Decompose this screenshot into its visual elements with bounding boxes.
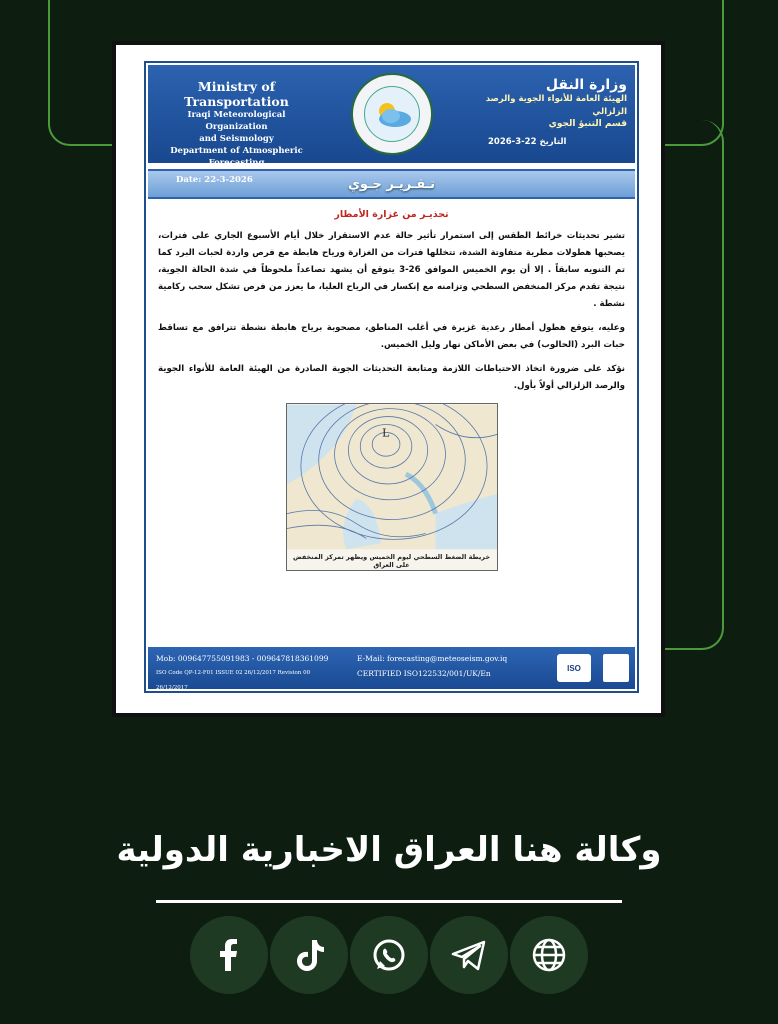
document-footer [148,647,635,689]
tiktok-icon[interactable] [270,916,348,994]
org-en-line1: Iraqi Meteorological Organization [187,110,286,132]
telegram-icon[interactable] [430,916,508,994]
report-body [148,199,635,647]
dept-en: Department of Atmospheric Forecasting [170,146,303,168]
ministry-ar: وزارة النقل [545,77,627,93]
mobile-numbers: Mob: 009647755091983 - 009647818361099 [156,654,329,663]
email-address: E-Mail: forecasting@meteoseism.gov.iq [357,654,508,663]
whatsapp-icon[interactable] [350,916,428,994]
org-ar: الهيئة العامة للأنواء الجوية والرصد الزلزالي [485,94,627,117]
org-en-line2: and Seismology [199,134,274,144]
date-ar: التاريخ 22-3-2026 [488,137,567,147]
ukas-badge-icon [603,654,629,682]
weather-report-document [112,41,665,717]
date-en: Date: 22-3-2026 [176,175,253,185]
ministry-en: Ministry of Transportation [184,79,289,109]
facebook-icon[interactable] [190,916,268,994]
iso-code: ISO Code QP-12-F01 ISSUE 02 26/12/2017 Revision 00 26/12/2017 [156,670,311,691]
paragraph-3: نؤكد على ضرورة اتخاذ الاحتياطات اللازمة ومتابعة التحديثات الجوية الصادرة من الهيئة العامة للأنواء الجوية والرصد الزلزالي أولاً بأول. [158,364,625,391]
paragraph-2: وعليه، يتوقع هطول أمطار رعدية غزيرة في أغلب المناطق، مصحوبة برياح هابطة نشطة تترافق مع تساقط حبات البرد (الحالوب) في بعض الأماكن نهار وليل الخميس. [158,323,625,350]
social-links [190,916,588,994]
report-title: تـقـريـر جـوي [148,169,635,199]
organization-seal-icon [351,73,433,155]
warning-subtitle: تحذيـر من غزارة الأمطار [334,209,449,220]
certification: CERTIFIED ISO122532/001/UK/En [357,669,491,678]
globe-icon[interactable] [510,916,588,994]
pressure-map [286,403,498,571]
divider [156,900,622,903]
iso-badge-icon: ISO [557,654,591,682]
dept-ar: قسم التنبؤ الجوي [548,119,627,129]
surface-pressure-map-image [287,404,497,550]
agency-name: وكالة هنا العراق الاخبارية الدولية [116,830,662,870]
low-pressure-marker: L [381,426,389,440]
paragraph-1: تشير تحديثات خرائط الطقس إلى استمرار تأثير حالة عدم الاستقرار خلال أيام الأسبوع الجاري على فترات، يصحبها هطولات مطرية متفاوتة الشدة، تتخللها فترات من الغزارة ورياح هابطة مع فرص واردة لحبات البرد كما تم التنويه سابقاً . إلا أن يوم الخميس الموافق 26-3 يتوقع أن يشهد تصاعداً ملحوظاً في شدة الحالة الجوية، نتيجة تقدم مركز المنخفض السطحي وتزامنه مع إنكسار في الرياح العليا، ما يعزز من فرص تشكل سحب ركامية نشطة . [158,231,625,309]
map-caption: خريطة الضغط السطحي ليوم الخميس ويظهر تمركز المنخفض على العراق [292,553,491,569]
